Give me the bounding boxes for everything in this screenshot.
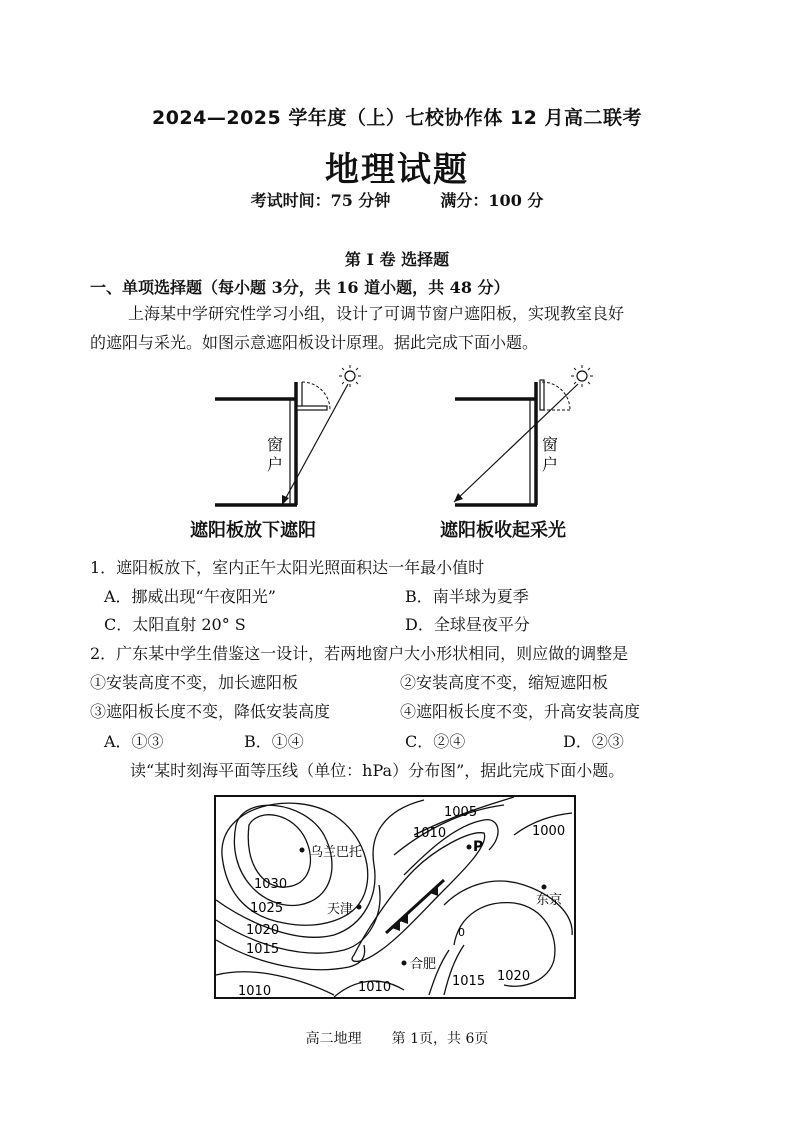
question-1-option-d: D．全球昼夜平分 (405, 615, 530, 634)
footer-subject: 高二地理 (305, 1031, 362, 1047)
passage-1 (90, 299, 710, 357)
question-2-statement-2: ②安装高度不变，缩短遮阳板 (400, 673, 609, 692)
map-label-tokyo: 东京 (536, 893, 563, 908)
caption-sunshade-up: 遮阳板收起采光 (440, 520, 566, 541)
question-2-option-d: D．②③ (563, 732, 624, 751)
sunshade-figure (200, 362, 620, 512)
question-1-option-b: B．南半球为夏季 (405, 587, 529, 606)
isobar-1010-bottom-left: 1010 (238, 984, 272, 999)
footer-page-number: 第 1页，共 6页 (391, 1031, 489, 1047)
sunshade-up-diagram (454, 365, 593, 505)
question-2-stem: 2．广东某中学生借鉴这一设计，若两地窗户大小形状相同，则应做的调整是 (90, 644, 629, 663)
question-1-option-c: C．太阳直射 20° S (104, 615, 246, 634)
question-2-statement-3: ③遮阳板长度不变，降低安装高度 (90, 702, 331, 721)
isobar-1015-left: 1015 (246, 942, 280, 957)
window-label-left-1: 窗 (266, 435, 283, 454)
map-label-p: P (473, 839, 484, 855)
isobar-1025: 1025 (250, 901, 284, 916)
full-score: 满分：100 分 (440, 191, 544, 210)
isobar-1010-bottom-center: 1010 (358, 980, 392, 995)
isobar-1020-right: 1020 (497, 969, 531, 984)
isobar-map (214, 795, 576, 999)
subject-title: 地理试题 (325, 150, 469, 190)
isobar-1015-bottom: 1015 (452, 974, 486, 989)
page-footer (0, 1028, 794, 1048)
window-label-right-2: 户 (542, 455, 559, 474)
sunshade-down-diagram (215, 365, 361, 505)
caption-sunshade-down: 遮阳板放下遮阳 (190, 520, 316, 541)
sun-icon (339, 365, 361, 387)
question-2-option-b: B．①④ (244, 732, 304, 751)
question-1-stem: 1．遮阳板放下，室内正午太阳光照面积达一年最小值时 (90, 558, 485, 577)
isobar-1010-top: 1010 (413, 826, 447, 841)
question-1-option-a: A．挪威出现“午夜阳光” (104, 587, 276, 606)
map-label-hefei: 合肥 (410, 957, 437, 972)
passage-1-line-2: 的遮阳与采光。如图示意遮阳板设计原理。据此完成下面小题。 (90, 333, 539, 352)
question-2-option-c: C．②④ (405, 732, 466, 751)
map-label-ulaanbaatar: 乌兰巴托 (310, 845, 363, 860)
exam-meta (0, 188, 794, 211)
passage-1-line-1: 上海某中学研究性学习小组，设计了可调节窗户遮阳板，实现教室良好 (128, 304, 625, 323)
window-label-left-2: 户 (266, 455, 283, 474)
isobar-zero-mark: 0 (458, 926, 465, 939)
exam-time: 考试时间：75 分钟 (250, 191, 391, 210)
isobar-1000: 1000 (532, 824, 566, 839)
map-label-tianjin: 天津 (326, 902, 353, 917)
part-title: 一、单项选择题（每小题 3分，共 16 道小题，共 48 分） (90, 278, 510, 297)
sun-icon (571, 365, 593, 387)
question-2-statement-1: ①安装高度不变，加长遮阳板 (90, 673, 299, 692)
exam-title: 2024—2025 学年度（上）七校协作体 12 月高二联考 (151, 107, 643, 129)
question-2-statement-4: ④遮阳板长度不变，升高安装高度 (400, 702, 641, 721)
isobar-1005: 1005 (444, 805, 478, 820)
section-title: 第 I 卷 选择题 (344, 250, 450, 269)
passage-2: 读“某时刻海平面等压线（单位：hPa）分布图”，据此完成下面小题。 (130, 761, 625, 780)
isobar-1030: 1030 (254, 877, 288, 892)
isobar-1020-left: 1020 (246, 923, 280, 938)
window-label-right-1: 窗 (542, 435, 559, 454)
question-2-option-a: A．①③ (104, 732, 164, 751)
